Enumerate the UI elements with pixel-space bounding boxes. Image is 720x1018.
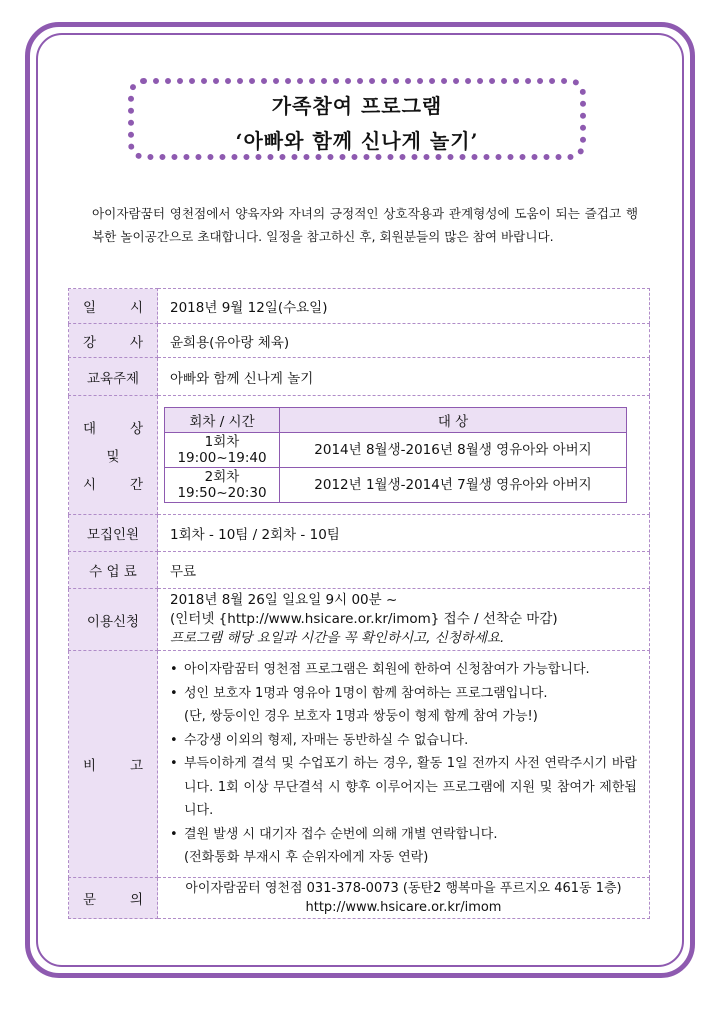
apply-line-3: 프로그램 해당 요일과 시간을 꼭 확인하시고, 신청하세요.: [170, 630, 505, 646]
title-line-2: ‘아빠와 함께 신나게 놀기’: [235, 129, 479, 153]
note-item: • 성인 보호자 1명과 영유아 1명이 함께 참여하는 프로그램입니다.: [170, 682, 649, 706]
label-instructor: [69, 324, 158, 358]
schedule-session-cell: [165, 433, 280, 468]
title-line-1: 가족참여 프로그램: [271, 94, 443, 118]
session-label: 1회차: [204, 434, 240, 450]
value-date: 2018년 9월 12일(수요일): [158, 289, 650, 324]
row-contact: [69, 878, 650, 919]
row-notes: [69, 651, 650, 878]
note-sub: (전화통화 부재시 후 순위자에게 자동 연락): [184, 850, 429, 866]
value-target: [158, 396, 650, 515]
session-time: 19:00~19:40: [177, 450, 267, 466]
row-recruit: [69, 515, 650, 552]
label-char: 비: [83, 758, 97, 774]
label-char: 상: [129, 421, 143, 437]
label-char: 간: [129, 477, 143, 493]
label-char: 시: [129, 300, 143, 316]
value-notes: [158, 651, 650, 878]
apply-line-1: 2018년 8월 26일 일요일 9시 00분 ~: [170, 592, 398, 608]
row-instructor: [69, 324, 650, 358]
note-item: • 결원 발생 시 대기자 접수 순번에 의해 개별 연락합니다.: [170, 823, 649, 847]
schedule-row: [165, 468, 627, 503]
label-char: 사: [129, 334, 143, 351]
label-contact: [69, 878, 158, 919]
note-item: • 수강생 이외의 형제, 자매는 동반하실 수 없습니다.: [170, 729, 649, 753]
note-item: • 아이자람꿈터 영천점 프로그램은 회원에 한하여 신청참여가 가능합니다.: [170, 658, 649, 682]
label-char: 대: [83, 421, 97, 437]
row-apply: [69, 589, 650, 651]
notes-list: [158, 658, 649, 870]
schedule-row: [165, 433, 627, 468]
value-instructor: 윤희용(유아랑 체육): [158, 324, 650, 358]
row-theme: [69, 358, 650, 396]
schedule-table: [164, 407, 627, 503]
label-char: 고: [129, 758, 143, 774]
value-recruit: 1회차 - 10팀 / 2회차 - 10팀: [158, 515, 650, 552]
label-notes: [69, 651, 158, 878]
label-char: 시: [83, 477, 97, 493]
intro-text: 아이자람꿈터 영천점에서 양육자와 자녀의 긍정적인 상호작용과 관계형성에 도움이 되는 즐겁고 행복한 놀이공간으로 초대합니다. 일정을 참고하신 후, 회원분들의 많은 참여 바랍니다.: [92, 206, 638, 244]
label-date: [69, 289, 158, 324]
label-target: [69, 396, 158, 515]
label-apply: 이용신청: [69, 589, 158, 651]
value-apply: [158, 589, 650, 651]
value-fee: 무료: [158, 552, 650, 589]
session-label: 2회차: [204, 469, 240, 485]
contact-line-1: 아이자람꿈터 영천점 031-378-0073 (동탄2 행복마을 푸르지오 461동 1층): [185, 881, 622, 896]
label-char: 의: [129, 892, 143, 908]
schedule-target-cell: 2014년 8월생-2016년 8월생 영유아와 아버지: [280, 433, 627, 468]
schedule-target-cell: 2012년 1월생-2014년 7월생 영유아와 아버지: [280, 468, 627, 503]
row-target: [69, 396, 650, 515]
label-theme: 교육주제: [69, 358, 158, 396]
apply-line-2: (인터넷 {http://www.hsicare.or.kr/imom} 접수 / 선착순 마감): [170, 611, 558, 627]
label-char: 강: [83, 334, 97, 351]
contact-link[interactable]: http://www.hsicare.or.kr/imom: [305, 900, 502, 915]
session-time: 19:50~20:30: [177, 485, 267, 501]
note-item: • 부득이하게 결석 및 수업포기 하는 경우, 활동 1일 전까지 사전 연락주시기 바랍니다. 1회 이상 무단결석 시 향후 이루어지는 프로그램에 지원 및 참여가 제한됩니다.: [170, 752, 649, 823]
label-fee: 수 업 료: [69, 552, 158, 589]
label-char: 및: [106, 449, 120, 465]
row-fee: [69, 552, 650, 589]
note-sub: (단, 쌍둥이인 경우 보호자 1명과 쌍둥이 형제 함께 참여 가능!): [184, 709, 538, 725]
info-table: [68, 288, 650, 919]
schedule-head-target: 대 상: [280, 408, 627, 433]
value-contact: [158, 878, 650, 919]
label-char: 일: [83, 300, 97, 316]
row-date: [69, 289, 650, 324]
label-recruit: 모집인원: [69, 515, 158, 552]
value-theme: 아빠와 함께 신나게 놀기: [158, 358, 650, 396]
schedule-head-session: 회차 / 시간: [165, 408, 280, 433]
title-box: [128, 78, 586, 160]
label-char: 문: [83, 892, 97, 908]
schedule-session-cell: [165, 468, 280, 503]
